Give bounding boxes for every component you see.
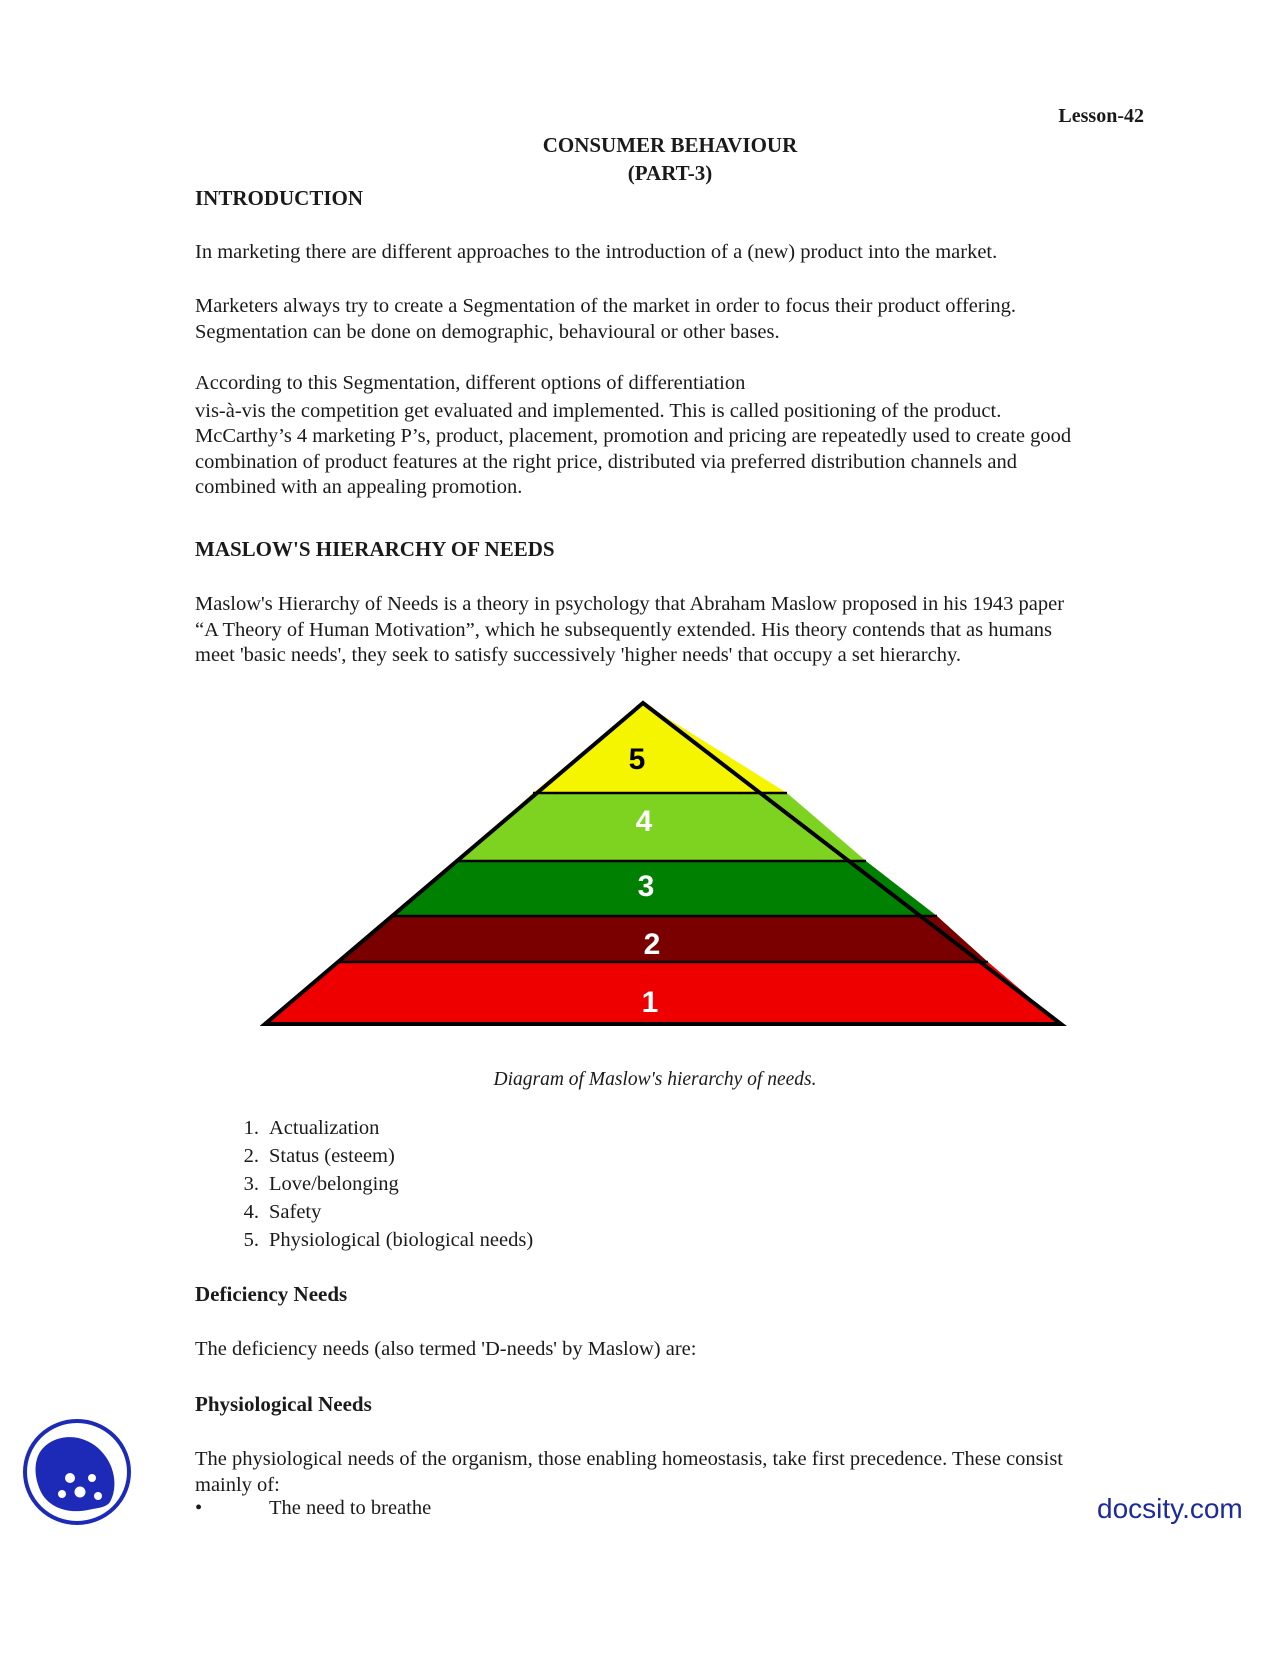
bullet-item [195, 1497, 431, 1520]
list-text: Safety [269, 1201, 322, 1223]
intro-paragraph-2 [195, 294, 1145, 345]
intro-paragraph-3 [195, 371, 1145, 501]
pyramid-svg [260, 700, 1100, 1050]
section-heading-maslow: MASLOW'S HIERARCHY OF NEEDS [195, 537, 555, 561]
text-line: meet 'basic needs', they seek to satisfy successively 'higher needs' that occupy a set hierarchy. [195, 644, 961, 666]
list-number: 5. [243, 1229, 259, 1251]
list-number: 3. [243, 1173, 259, 1195]
bullet-icon: • [195, 1497, 203, 1519]
pyramid-label-1: 1 [641, 986, 659, 1019]
text-line: The deficiency needs (also termed 'D-needs' by Maslow) are: [195, 1338, 697, 1360]
list-text: Status (esteem) [269, 1145, 395, 1167]
document-subtitle: (PART-3) [627, 161, 713, 185]
list-text: Love/belonging [269, 1173, 399, 1195]
maslow-pyramid-diagram [260, 700, 1100, 1050]
list-text: Physiological (biological needs) [269, 1229, 534, 1251]
physiological-paragraph [195, 1447, 1145, 1498]
pyramid-label-2: 2 [643, 928, 661, 961]
logo-svg [22, 1418, 132, 1526]
section-heading-deficiency: Deficiency Needs [195, 1282, 348, 1306]
list-item [195, 1198, 533, 1226]
list-number: 1. [243, 1117, 259, 1139]
text-line: McCarthy’s 4 marketing P’s, product, placement, promotion and pricing are repeatedly used to create good [195, 425, 1072, 447]
text-line: In marketing there are different approaches to the introduction of a (new) product into the market. [195, 241, 998, 263]
pyramid-level-2 [339, 916, 988, 962]
text-line: combination of product features at the right price, distributed via preferred distribution channels and [195, 450, 1018, 473]
text-line: mainly of: [195, 1473, 280, 1496]
section-heading-physiological: Physiological Needs [195, 1392, 372, 1416]
pyramid-level-1 [265, 962, 1061, 1024]
docsity-brand-link[interactable]: docsity.com [1097, 1493, 1243, 1524]
pyramid-label-3: 3 [637, 870, 655, 903]
pyramid-label-4: 4 [635, 805, 653, 838]
text-line: vis-à-vis the competition get evaluated and implemented. This is called positioning of the product. [195, 399, 1002, 422]
intro-paragraph-1 [195, 240, 1145, 266]
list-item [195, 1170, 533, 1198]
document-title: CONSUMER BEHAVIOUR [542, 133, 798, 157]
text-line: “A Theory of Human Motivation”, which he subsequently extended. His theory contends that as humans [195, 618, 1053, 641]
docsity-logo-icon[interactable] [22, 1418, 132, 1526]
text-line: According to this Segmentation, different options of differentiation [195, 372, 746, 394]
pyramid-level-3 [393, 861, 937, 916]
needs-list [195, 1114, 533, 1254]
section-heading-introduction: INTRODUCTION [195, 186, 364, 210]
text-line: The physiological needs of the organism, those enabling homeostasis, take first precedence. These consist [195, 1448, 1063, 1470]
text-line: Maslow's Hierarchy of Needs is a theory in psychology that Abraham Maslow proposed in his 1943 paper [195, 593, 1065, 615]
text-line: Segmentation can be done on demographic, behavioural or other bases. [195, 320, 780, 343]
list-item [195, 1226, 533, 1254]
list-number: 4. [243, 1201, 259, 1223]
list-number: 2. [243, 1145, 259, 1167]
lesson-number: Lesson-42 [1058, 105, 1144, 127]
bullet-text: The need to breathe [269, 1497, 432, 1519]
deficiency-paragraph [195, 1337, 1145, 1363]
pyramid-label-5: 5 [628, 743, 646, 776]
maslow-paragraph [195, 592, 1145, 669]
list-text: Actualization [269, 1117, 380, 1139]
list-item [195, 1142, 533, 1170]
list-item [195, 1114, 533, 1142]
text-line: Marketers always try to create a Segmentation of the market in order to focus their product offering. [195, 295, 1017, 317]
diagram-caption: Diagram of Maslow's hierarchy of needs. [493, 1069, 817, 1090]
text-line: combined with an appealing promotion. [195, 476, 523, 498]
